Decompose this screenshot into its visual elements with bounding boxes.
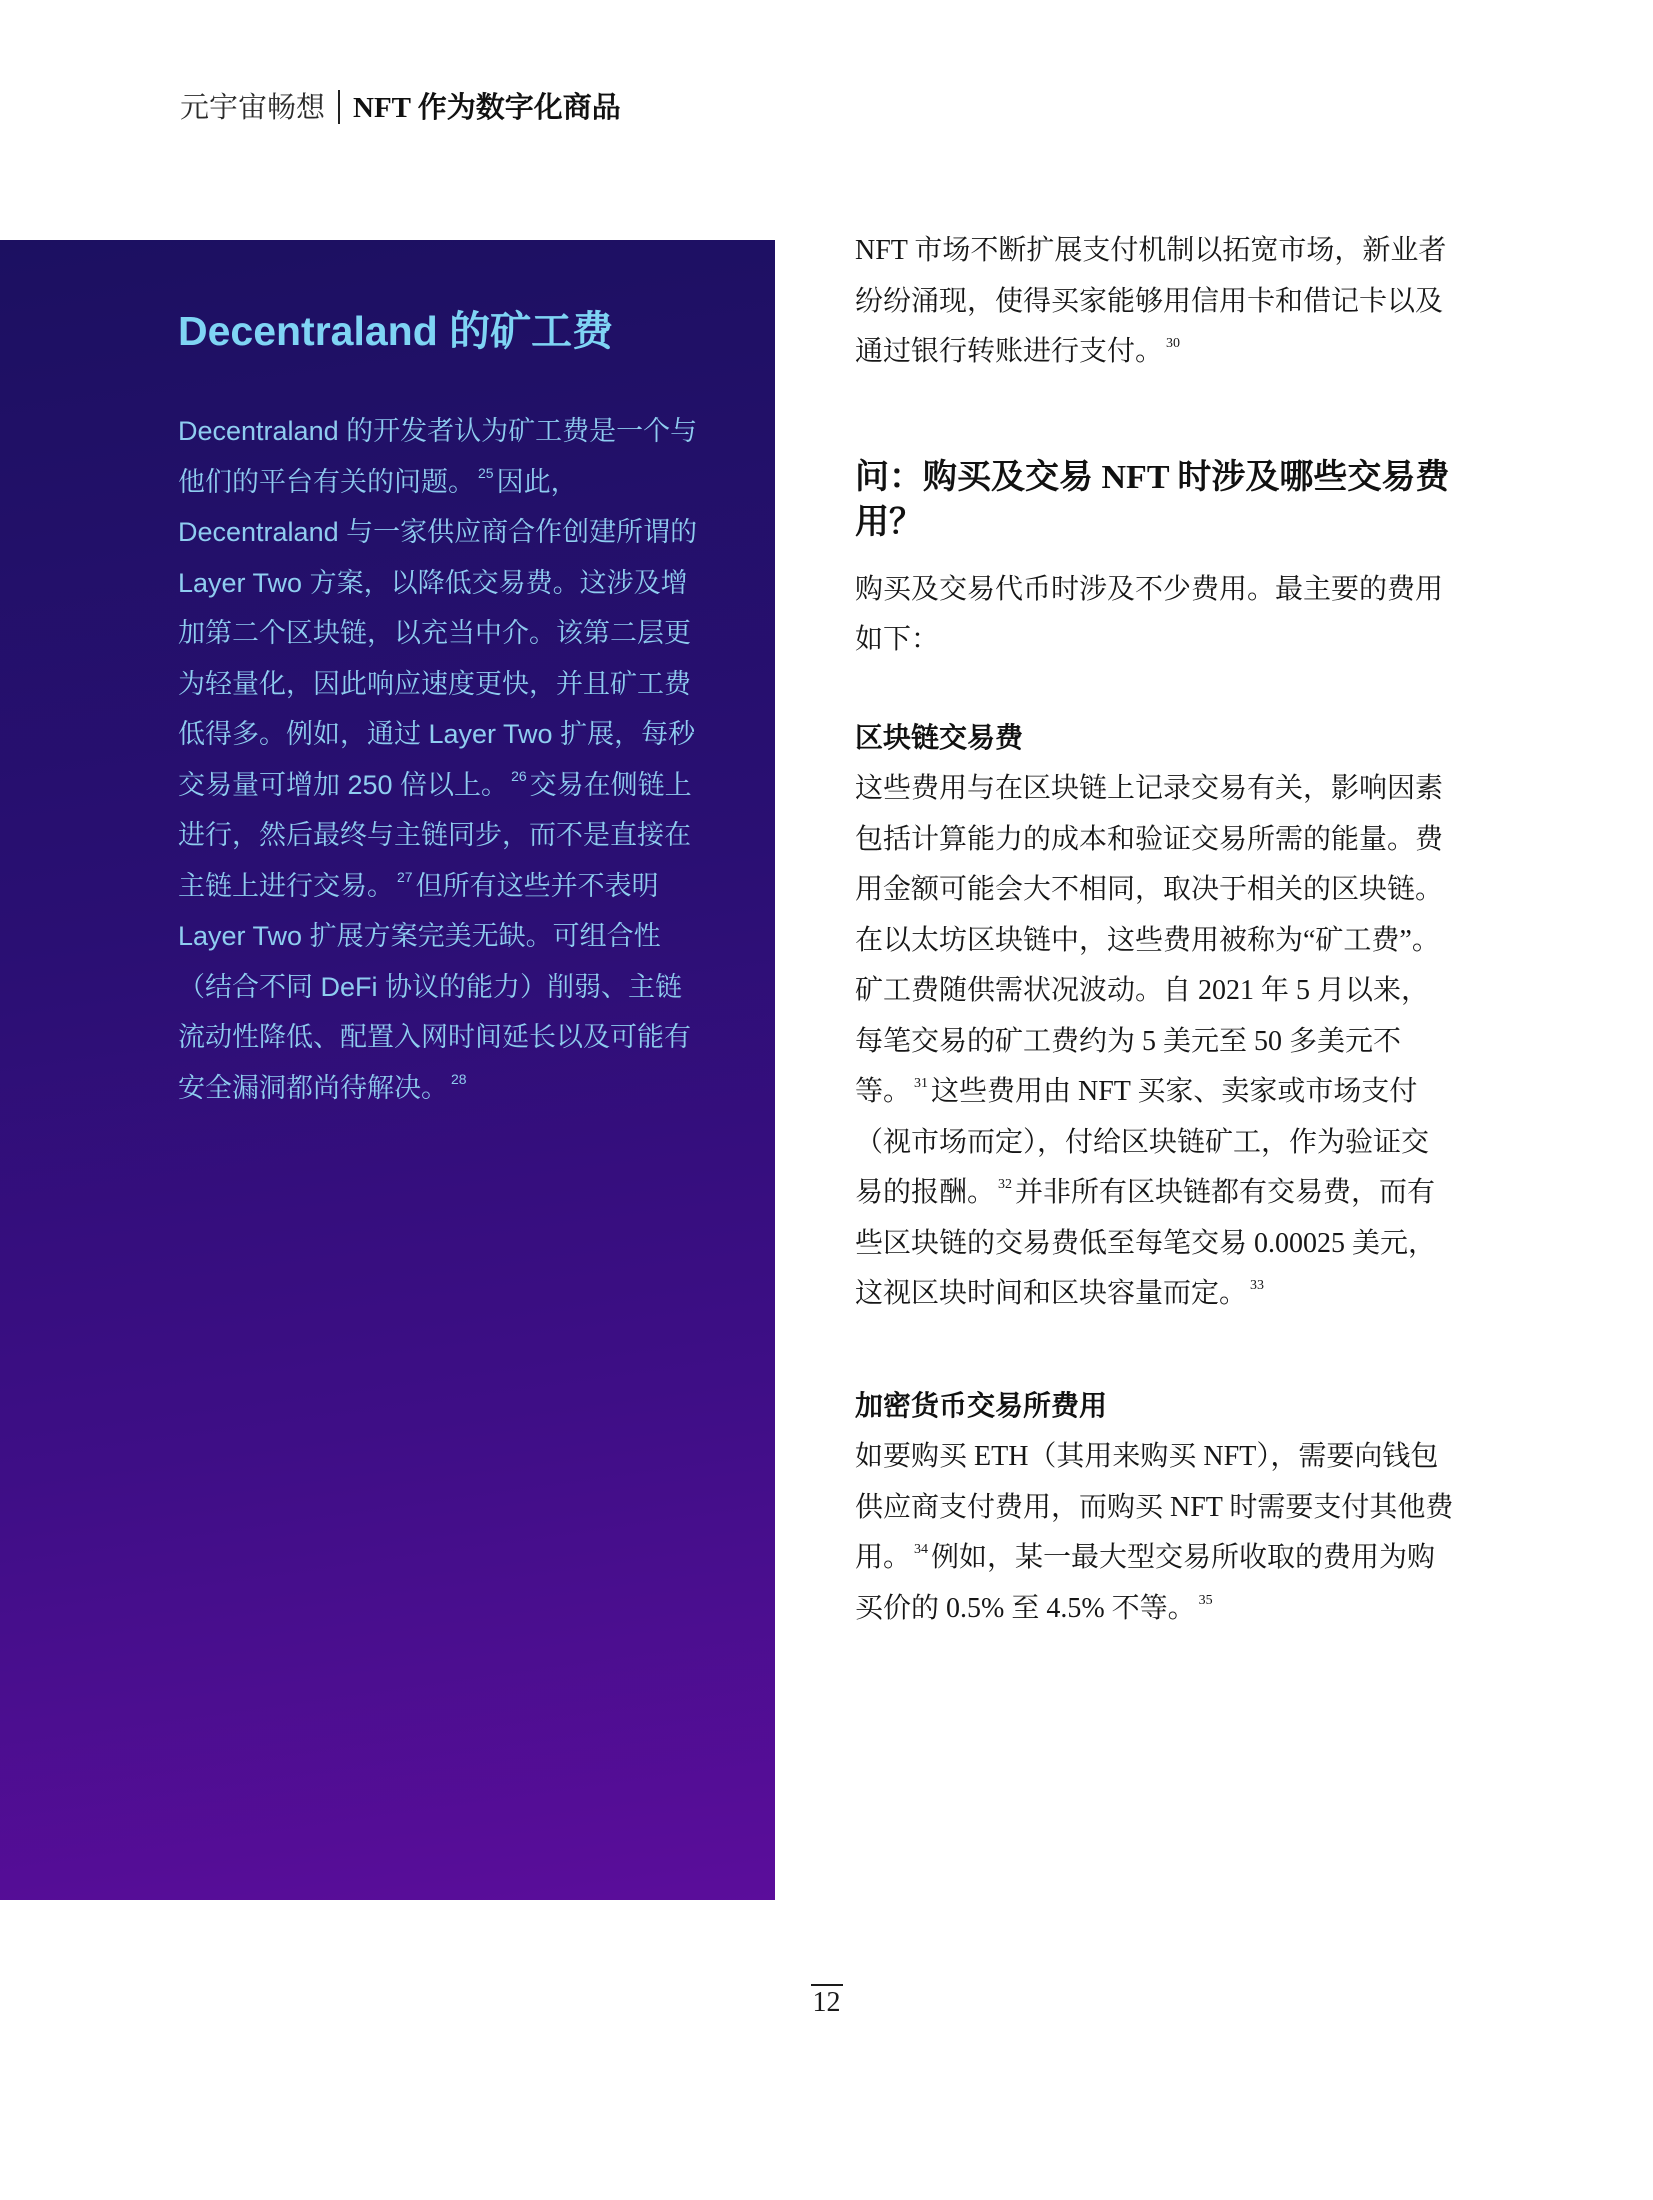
exchange-fees-paragraph: [855, 1432, 1455, 1634]
sidebar-text: 交易在侧链上进行，然后最终与主链同步，而不是直接在主链上进行交易。: [178, 769, 692, 901]
intro-paragraph: [855, 226, 1455, 378]
blockchain-fees-paragraph: [855, 764, 1455, 1320]
page-number: [0, 1984, 1653, 2020]
footnote-ref: 25: [478, 464, 494, 481]
sidebar-title: Decentraland 的矿工费: [178, 308, 614, 354]
section-heading-exchange-fees: 加密货币交易所费用: [855, 1390, 1108, 1422]
footnote-ref: 30: [1166, 336, 1181, 351]
main-column: [855, 226, 1455, 1634]
footnote-ref: 28: [451, 1070, 467, 1087]
header-divider: [338, 90, 340, 124]
intro-text: NFT 市场不断扩展支付机制以拓宽市场，新业者纷纷涌现，使得买家能够用信用卡和借记卡以及通过银行转账进行支付。: [855, 235, 1447, 367]
footnote-ref: 33: [1250, 1278, 1265, 1293]
body-text: 这些费用由 NFT 买家、卖家或市场支付（视市场而定），付给区块链矿工，作为验证交易的报酬。: [855, 1076, 1430, 1208]
footnote-ref: 27: [397, 868, 413, 885]
sidebar-text: 因此，Decentraland 与一家供应商合作创建所谓的 Layer Two 方案，以降低交易费。这涉及增加第二个区块链，以充当中介。该第二层更为轻量化，因此响应速度更快，并且矿工费低得多。例如，通过 Layer Two 扩展，每秒交易量可增加 250 倍以上。: [178, 466, 698, 800]
question-heading: 问：购买及交易 NFT 时涉及哪些交易费用？: [855, 458, 1450, 541]
running-header: [180, 88, 621, 128]
sidebar-text: 但所有这些并不表明 Layer Two 扩展方案完美无缺。可组合性（结合不同 DeFi 协议的能力）削弱、主链流动性降低、配置入网时间延长以及可能有安全漏洞都尚待解决。: [178, 870, 691, 1103]
lead-paragraph: 购买及交易代币时涉及不少费用。最主要的费用如下：: [855, 573, 1444, 655]
sidebar-text: Decentraland 的开发者认为矿工费是一个与他们的平台有关的问题。: [178, 416, 698, 497]
footnote-ref: 32: [998, 1177, 1013, 1192]
body-text: 如要购买 ETH（其用来购买 NFT），需要向钱包供应商支付费用，而购买 NFT 时需要支付其他费用。: [855, 1441, 1454, 1573]
header-title: NFT 作为数字化商品: [353, 92, 621, 124]
sidebar-body: [178, 406, 708, 1113]
body-text: 例如，某一最大型交易所收取的费用为购买价的 0.5% 至 4.5% 不等。: [855, 1542, 1436, 1624]
footnote-ref: 34: [914, 1542, 929, 1557]
body-text: 这些费用与在区块链上记录交易有关，影响因素包括计算能力的成本和验证交易所需的能量。费用金额可能会大不相同，取决于相关的区块链。在以太坊区块链中，这些费用被称为“矿工费”。矿工费随供需状况波动。自 2021 年 5 月以来，每笔交易的矿工费约为 5 美元至 50 多美元不等。: [855, 773, 1444, 1107]
header-series: 元宇宙畅想: [180, 92, 326, 124]
section-heading-blockchain-fees: 区块链交易费: [855, 722, 1024, 754]
page-number-text: 12: [811, 1984, 843, 2020]
footnote-ref: 26: [511, 767, 527, 784]
sidebar-paragraph: [178, 406, 708, 1113]
footnote-ref: 31: [914, 1076, 929, 1091]
sidebar-panel: [0, 240, 775, 1900]
body-text: 并非所有区块链都有交易费，而有些区块链的交易费低至每笔交易 0.00025 美元，这视区块时间和区块容量而定。: [855, 1177, 1437, 1309]
footnote-ref: 35: [1198, 1592, 1213, 1608]
